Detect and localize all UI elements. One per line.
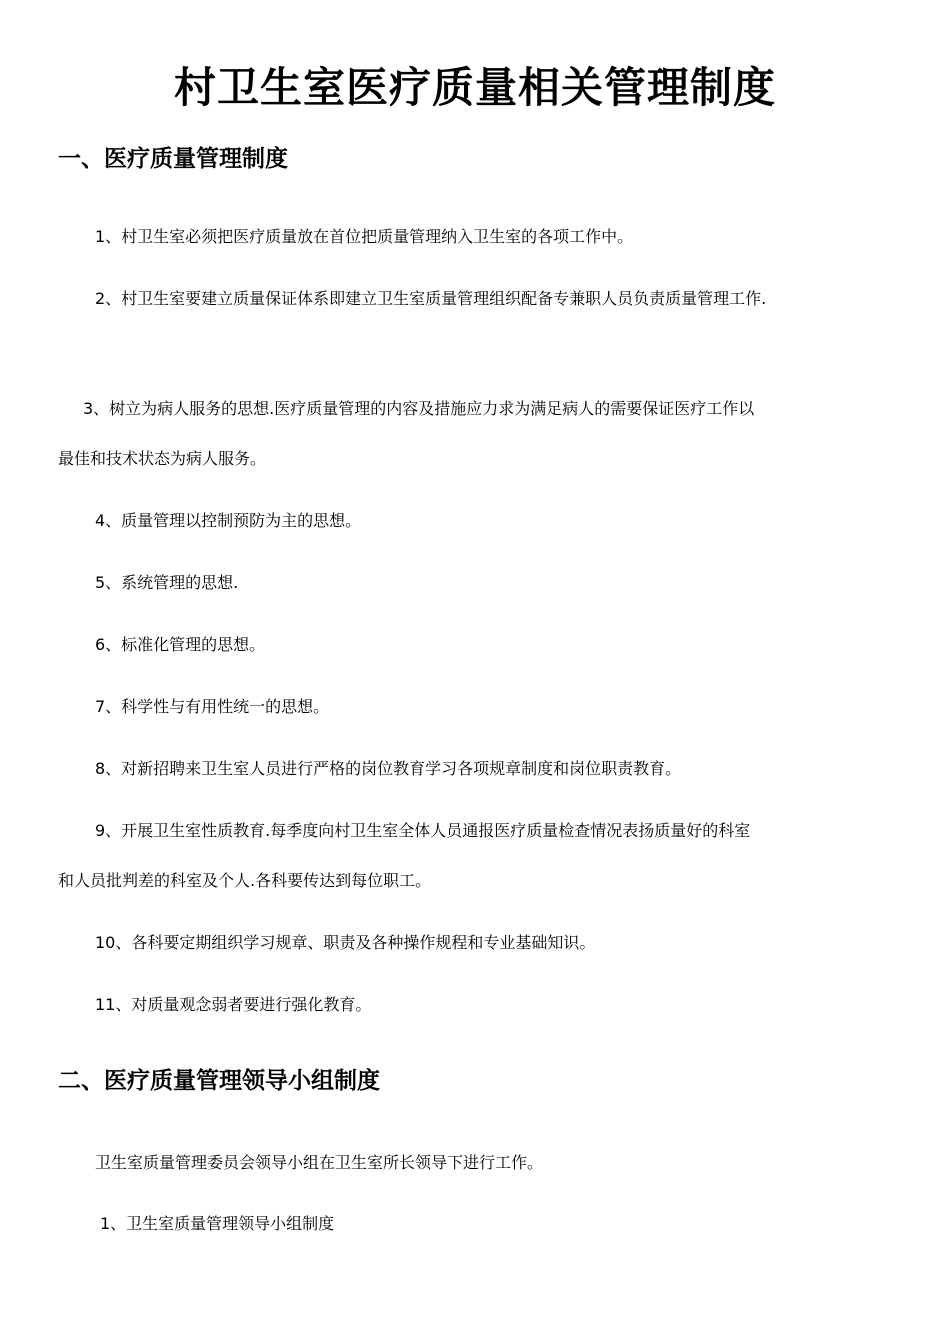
paragraph-item-9-line-1: 9、开展卫生室性质教育.每季度向村卫生室全体人员通报医疗质量检查情况表扬质量好的科室 [95, 821, 751, 840]
paragraph-item-10: 10、各科要定期组织学习规章、职责及各种操作规程和专业基础知识。 [95, 933, 596, 952]
paragraph-item-3-line-2: 最佳和技术状态为病人服务。 [58, 449, 267, 468]
paragraph-item-8: 8、对新招聘来卫生室人员进行严格的岗位教育学习各项规章制度和岗位职责教育。 [95, 759, 682, 778]
section-heading-1: 一、医疗质量管理制度 [58, 146, 288, 172]
paragraph-section2-item-1: 1、卫生室质量管理领导小组制度 [100, 1214, 335, 1233]
paragraph-item-4: 4、质量管理以控制预防为主的思想。 [95, 511, 362, 530]
paragraph-item-7: 7、科学性与有用性统一的思想。 [95, 697, 330, 716]
section-heading-2: 二、医疗质量管理领导小组制度 [58, 1068, 380, 1094]
paragraph-item-11: 11、对质量观念弱者要进行强化教育。 [95, 995, 372, 1014]
paragraph-item-6: 6、标准化管理的思想。 [95, 635, 266, 654]
paragraph-item-1: 1、村卫生室必须把医疗质量放在首位把质量管理纳入卫生室的各项工作中。 [95, 227, 634, 246]
paragraph-item-9-line-2: 和人员批判差的科室及个人.各科要传达到每位职工。 [58, 871, 432, 890]
paragraph-section2-intro: 卫生室质量管理委员会领导小组在卫生室所长领导下进行工作。 [95, 1153, 544, 1172]
document-title: 村卫生室医疗质量相关管理制度 [173, 63, 776, 112]
paragraph-item-3-line-1: 3、树立为病人服务的思想.医疗质量管理的内容及措施应力求为满足病人的需要保证医疗工作以 [83, 399, 755, 418]
paragraph-item-2: 2、村卫生室要建立质量保证体系即建立卫生室质量管理组织配备专兼职人员负责质量管理工作. [95, 289, 767, 308]
paragraph-item-5: 5、系统管理的思想. [95, 573, 239, 592]
